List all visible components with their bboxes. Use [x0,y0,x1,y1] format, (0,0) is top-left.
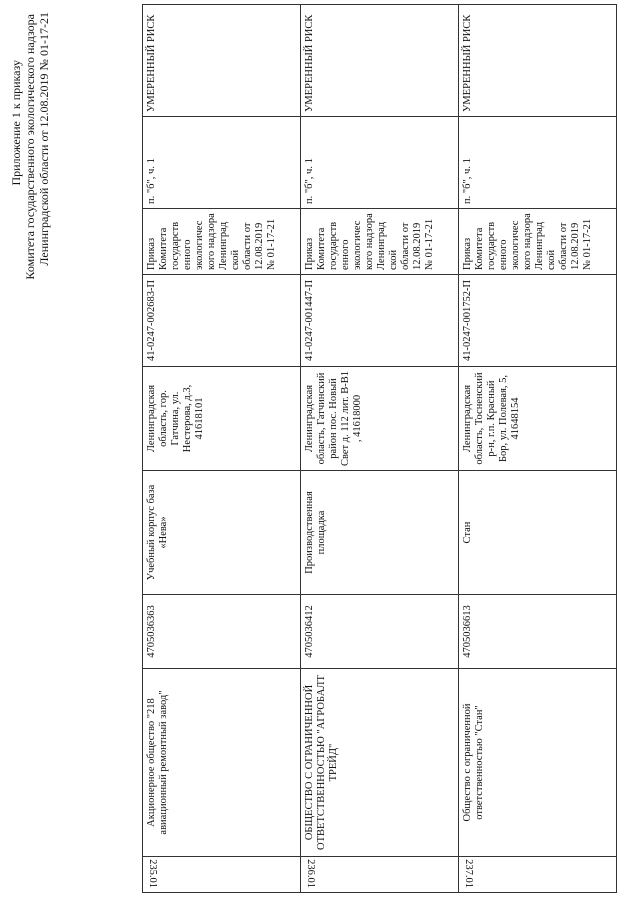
table-row [143,5,301,893]
inn: 4705036363 [143,595,301,669]
object-code: 41-0247-002683-П [143,275,301,367]
object-address: Ленинградская область, Тосненский р-н, г.п. Красный Бор, ул. Полевая, 5, 41648154 [459,367,617,471]
object-address: Ленинградская область, Гатчинский район пос. Новый Свет д. 112 лит. В-В1 , 41618000 [301,367,459,471]
row-number: 236.01 [301,857,459,893]
header-line-3: Ленинградской области от 12.08.2019 № 01-17-21 [37,12,51,266]
header-line-2: Комитета государственного экологического надзора [23,14,37,280]
clause: п. "б", ч. 1 [459,117,617,209]
header-line-1: Приложение 1 к приказу [9,60,23,186]
risk-category: УМЕРЕННЫЙ РИСК [459,5,617,117]
org-name: ОБЩЕСТВО С ОГРАНИЧЕННОЙ ОТВЕТСТВЕННОСТЬЮ "АГРОБАЛТ ТРЕЙД" [301,669,459,857]
object-address: Ленинградская область, гор. Гатчина, ул. Нестерова, д.3, 41618101 [143,367,301,471]
org-name: Общество с ограниченной ответственностью "Стан" [459,669,617,857]
clause: п. "б", ч. 1 [143,117,301,209]
object-name: Учебный корпус база «Нева» [143,471,301,595]
risk-category: УМЕРЕННЫЙ РИСК [301,5,459,117]
object-code: 41-0247-001752-П [459,275,617,367]
org-name: Акционерное общество "218 авиационный ремонтный завод" [143,669,301,857]
object-name: Стан [459,471,617,595]
row-number: 235.01 [143,857,301,893]
row-number: 237.01 [459,857,617,893]
order-reference: Приказ Комитета государств енного экологичес кого надзора Ленинград ской области от 12.08.2019 № 01-17-21 [301,209,459,275]
inn: 4705036412 [301,595,459,669]
object-name: Производственная площадка [301,471,459,595]
clause: п. "б", ч. 1 [301,117,459,209]
table-row [301,5,459,893]
risk-category: УМЕРЕННЫЙ РИСК [143,5,301,117]
order-reference: Приказ Комитета государств енного экологичес кого надзора Ленинград ской области от 12.08.2019 № 01-17-21 [459,209,617,275]
object-code: 41-0247-001447-П [301,275,459,367]
table-row [459,5,617,893]
inn: 4705036613 [459,595,617,669]
registry-table [142,4,617,893]
order-reference: Приказ Комитета государств енного экологичес кого надзора Ленинград ской области от 12.08.2019 № 01-17-21 [143,209,301,275]
